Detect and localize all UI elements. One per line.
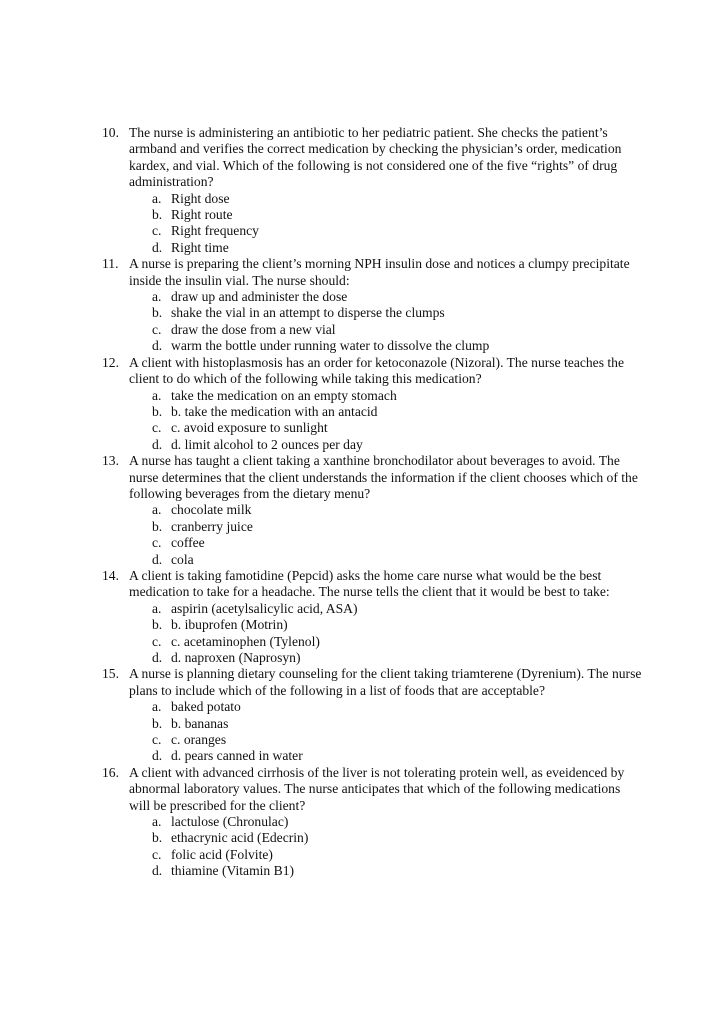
option-letter: b. <box>152 518 163 534</box>
question-item <box>102 666 642 764</box>
answer-option <box>129 552 642 568</box>
question-number: 15. <box>102 666 119 682</box>
answer-option <box>129 830 642 846</box>
question-item <box>102 256 642 354</box>
question-item <box>102 125 642 256</box>
option-letter: c. <box>152 223 162 239</box>
option-letter: b. <box>152 305 163 321</box>
option-text: thiamine (Vitamin B1) <box>171 863 295 879</box>
option-text: draw up and administer the dose <box>171 289 348 305</box>
option-text: chocolate milk <box>171 502 252 518</box>
answer-options <box>129 502 642 568</box>
option-letter: d. <box>152 436 163 452</box>
option-text: shake the vial in an attempt to disperse the clumps <box>171 305 445 321</box>
option-text: d. limit alcohol to 2 ounces per day <box>171 436 363 452</box>
option-letter: a. <box>152 814 162 830</box>
answer-option <box>129 535 642 551</box>
option-letter: c. <box>152 321 162 337</box>
answer-options <box>129 699 642 765</box>
option-text: d. naproxen (Naprosyn) <box>171 650 301 665</box>
answer-option <box>129 223 642 239</box>
option-letter: c. <box>152 732 162 748</box>
question-text: The nurse is administering an antibiotic to her pediatric patient. She checks the patient’s armband and verifies the correct medication by checking the physician’s order, medication kardex, and vial. Which of the following is not considered one of the five “rights” of drug administration? <box>129 125 622 190</box>
option-text: aspirin (acetylsalicylic acid, ASA) <box>171 600 358 616</box>
option-letter: b. <box>152 830 163 846</box>
answer-option <box>129 437 642 453</box>
question-number: 12. <box>102 354 119 370</box>
question-text: A client is taking famotidine (Pepcid) asks the home care nurse what would be the best medication to take for a headache. The nurse tells the client that it would be best to take: <box>129 567 610 600</box>
question-number: 11. <box>102 256 119 272</box>
answer-option <box>129 519 642 535</box>
question-item <box>102 765 642 880</box>
option-letter: a. <box>152 502 162 518</box>
answer-options <box>129 814 642 880</box>
option-letter: b. <box>152 207 163 223</box>
option-letter: a. <box>152 289 162 305</box>
question-item <box>102 453 642 568</box>
option-letter: a. <box>152 387 162 403</box>
option-text: Right frequency <box>171 223 259 239</box>
option-text: Right route <box>171 207 233 223</box>
answer-option <box>129 847 642 863</box>
option-text: b. bananas <box>171 715 229 731</box>
answer-option <box>129 420 642 436</box>
option-letter: c. <box>152 633 162 649</box>
answer-option <box>129 650 642 666</box>
answer-option <box>129 601 642 617</box>
question-number: 16. <box>102 764 119 780</box>
option-letter: b. <box>152 403 163 419</box>
answer-option <box>129 191 642 207</box>
answer-option <box>129 404 642 420</box>
answer-option <box>129 716 642 732</box>
answer-option <box>129 207 642 223</box>
option-letter: d. <box>152 239 163 255</box>
option-text: Right dose <box>171 190 230 206</box>
question-text: A client with advanced cirrhosis of the liver is not tolerating protein well, as eveidenced by abnormal laboratory values. The nurse anticipates that which of the following medications will be prescribed for the client? <box>129 764 625 813</box>
option-letter: c. <box>152 420 162 436</box>
option-text: coffee <box>171 535 205 551</box>
option-letter: d. <box>152 338 163 354</box>
option-text: take the medication on an empty stomach <box>171 387 397 403</box>
answer-option <box>129 388 642 404</box>
option-text: c. oranges <box>171 732 227 748</box>
option-text: b. take the medication with an antacid <box>171 403 378 419</box>
option-letter: c. <box>152 535 162 551</box>
option-letter: a. <box>152 699 162 715</box>
answer-option <box>129 338 642 354</box>
option-text: draw the dose from a new vial <box>171 321 336 337</box>
question-text: A nurse has taught a client taking a xanthine bronchodilator about beverages to avoid. The nurse determines that the client understands the information if the client chooses which of the following beverages from the dietary menu? <box>129 453 638 501</box>
option-text: Right time <box>171 239 229 255</box>
question-text: A client with histoplasmosis has an order for ketoconazole (Nizoral). The nurse teaches the client to do which of the following while taking this medication? <box>129 354 625 387</box>
answer-option <box>129 322 642 338</box>
option-text: cola <box>171 551 194 567</box>
option-letter: d. <box>152 863 163 879</box>
option-text: baked potato <box>171 699 241 715</box>
answer-option <box>129 732 642 748</box>
question-text: A nurse is preparing the client’s morning NPH insulin dose and notices a clumpy precipitate inside the insulin vial. The nurse should: <box>129 256 630 288</box>
answer-option <box>129 634 642 650</box>
option-text: d. pears canned in water <box>171 748 303 764</box>
answer-option <box>129 814 642 830</box>
option-text: warm the bottle under running water to dissolve the clump <box>171 338 490 354</box>
option-text: c. acetaminophen (Tylenol) <box>171 633 320 649</box>
answer-option <box>129 748 642 764</box>
option-text: c. avoid exposure to sunlight <box>171 420 328 436</box>
answer-options <box>129 191 642 257</box>
question-list <box>102 125 642 880</box>
option-text: lactulose (Chronulac) <box>171 814 289 830</box>
option-letter: b. <box>152 715 163 731</box>
question-text: A nurse is planning dietary counseling for the client taking triamterene (Dyrenium). The nurse plans to include which of the following in a list of foods that are acceptable? <box>129 666 642 698</box>
answer-option <box>129 502 642 518</box>
option-text: folic acid (Folvite) <box>171 846 273 862</box>
answer-option <box>129 289 642 305</box>
question-number: 13. <box>102 453 119 469</box>
answer-options <box>129 601 642 667</box>
answer-option <box>129 863 642 879</box>
answer-option <box>129 699 642 715</box>
option-letter: a. <box>152 600 162 616</box>
answer-option <box>129 305 642 321</box>
answer-option <box>129 617 642 633</box>
option-text: cranberry juice <box>171 518 253 534</box>
option-letter: d. <box>152 551 163 567</box>
answer-option <box>129 240 642 256</box>
question-item <box>102 568 642 666</box>
option-text: ethacrynic acid (Edecrin) <box>171 830 309 846</box>
answer-options <box>129 388 642 454</box>
option-letter: b. <box>152 617 163 633</box>
option-text: b. ibuprofen (Motrin) <box>171 617 288 633</box>
question-number: 14. <box>102 567 119 583</box>
option-letter: c. <box>152 846 162 862</box>
question-item <box>102 355 642 453</box>
option-letter: d. <box>152 748 163 764</box>
option-letter: a. <box>152 190 162 206</box>
answer-options <box>129 289 642 355</box>
question-number: 10. <box>102 125 119 140</box>
option-letter: d. <box>152 650 163 665</box>
